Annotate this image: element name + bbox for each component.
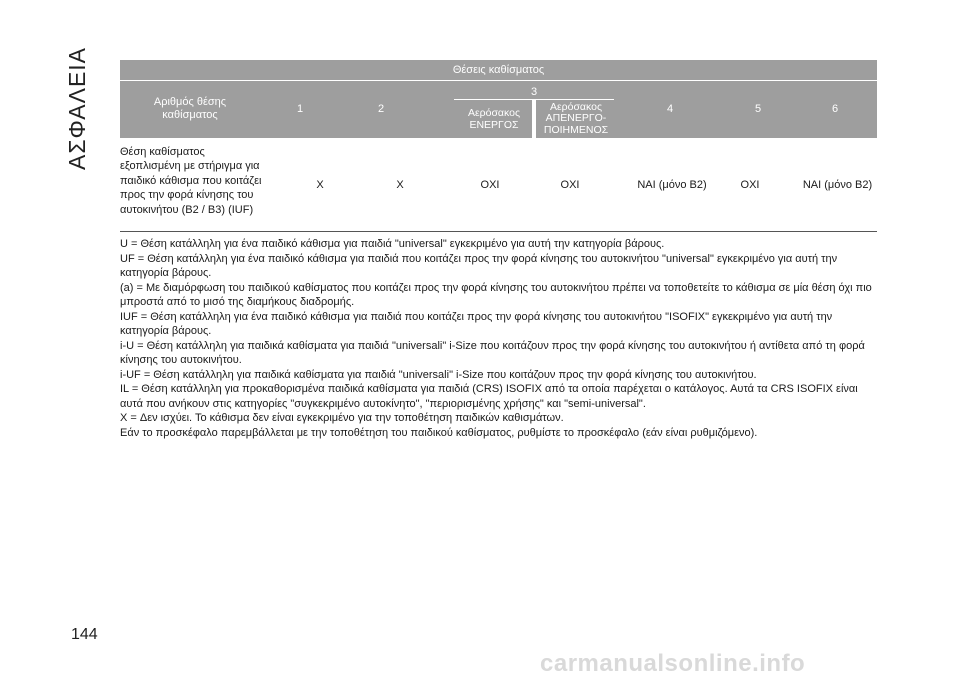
- legend-item: IL = Θέση κατάλληλη για προκαθορισμένα παιδικά καθίσματα για παιδιά (CRS) ISOFIX από τα οποία παρέχεται ο κατάλογος. Αυτά τα CRS ISOFIX είναι αυτά που ανήκουν στις κατηγορίες "συγκεκριμένο αυτοκίνητο", "περιορισμένης χρήσης" και "semi-universal".: [120, 383, 858, 410]
- row-header-label: Αριθμός θέσης καθίσματος: [153, 96, 227, 121]
- column-5-header: 5: [754, 103, 762, 115]
- cell-value: OXI: [740, 179, 760, 191]
- cell-value: OXI: [480, 179, 500, 191]
- column-4-header: 4: [666, 103, 674, 115]
- column-2-header: 2: [377, 103, 385, 115]
- legend-item: Εάν το προσκέφαλο παρεμβάλλεται με την τοποθέτηση του παιδικού καθίσματος, ρυθμίστε το προσκέφαλο (εάν είναι ρυθμιζόμενο).: [120, 426, 758, 439]
- column-1-header: 1: [296, 103, 304, 115]
- table-title: Θέσεις καθίσματος: [120, 60, 877, 80]
- cell-value: NAI (μόνο B2): [802, 179, 873, 191]
- row-label: Θέση καθίσματος εξοπλισμένη με στήριγμα για παιδικό κάθισμα που κοιτάζει προς την φορά κίνησης του αυτοκινήτου (B2 / B3) (IUF): [120, 146, 262, 216]
- section-title: ΑΣΦΑΛΕΙΑ: [64, 46, 90, 170]
- legend-item: (a) = Με διαμόρφωση του παιδικού καθίσματος που κοιτάζει προς την φορά κίνησης του αυτοκινήτου πρέπει να τοποθετείτε το κάθισμα σε μία θέση όχι πιο μπροστά από το μισό της διαμήκους διαδρομής.: [120, 281, 872, 308]
- legend-item: UF = Θέση κατάλληλη για ένα παιδικό κάθισμα για παιδιά που κοιτάζει προς την φορά κίνησης του αυτοκινήτου "universal" εγκεκριμένο για αυτή την κατηγορία βάρους.: [120, 252, 838, 279]
- page-number: 144: [71, 626, 98, 643]
- legend-item: IUF = Θέση κατάλληλη για ένα παιδικό κάθισμα για παιδιά που κοιτάζει προς την φορά κίνησης του αυτοκινήτου "ISOFIX" εγκεκριμένο για αυτή την κατηγορία βάρους.: [120, 310, 833, 337]
- column-3-header: 3: [530, 86, 538, 98]
- cell-value: X: [316, 179, 324, 191]
- table-row: [120, 145, 877, 225]
- table-bottom-rule: [120, 231, 877, 232]
- legend-item: U = Θέση κατάλληλη για ένα παιδικό κάθισμα για παιδιά "universal" εγκεκριμένο για αυτή την κατηγορία βάρους.: [120, 238, 665, 250]
- legend-item: i-UF = Θέση κατάλληλη για παιδικά καθίσματα για παιδιά "universali" i-Size που κοιτάζουν προς την φορά κίνησης του αυτοκινήτου.: [120, 368, 757, 381]
- watermark: carmanualsonline.info: [540, 650, 806, 677]
- legend-item: X = Δεν ισχύει. Το κάθισμα δεν είναι εγκεκριμένο για την τοποθέτηση παιδικών καθισμάτων.: [120, 412, 564, 424]
- cell-value: X: [396, 179, 404, 191]
- table-header-row: [120, 80, 877, 138]
- legend: [120, 237, 880, 440]
- legend-item: i-U = Θέση κατάλληλη για παιδικά καθίσματα για παιδιά "universali" i-Size που κοιτάζουν προς την φορά κίνησης του αυτοκινήτου ή αντίθετα από τη φορά κίνησης του αυτοκινήτου.: [120, 339, 865, 366]
- column-6-header: 6: [831, 103, 839, 115]
- column-3b-header: Αερόσακος ΑΠΕΝΕΡΓΟ- ΠΟΙΗΜΕΝΟΣ: [543, 100, 609, 136]
- cell-value: NAI (μόνο B2): [637, 179, 707, 191]
- cell-value: OXI: [560, 179, 580, 191]
- column-3a-header: Αερόσακος ΕΝΕΡΓΟΣ: [467, 107, 521, 131]
